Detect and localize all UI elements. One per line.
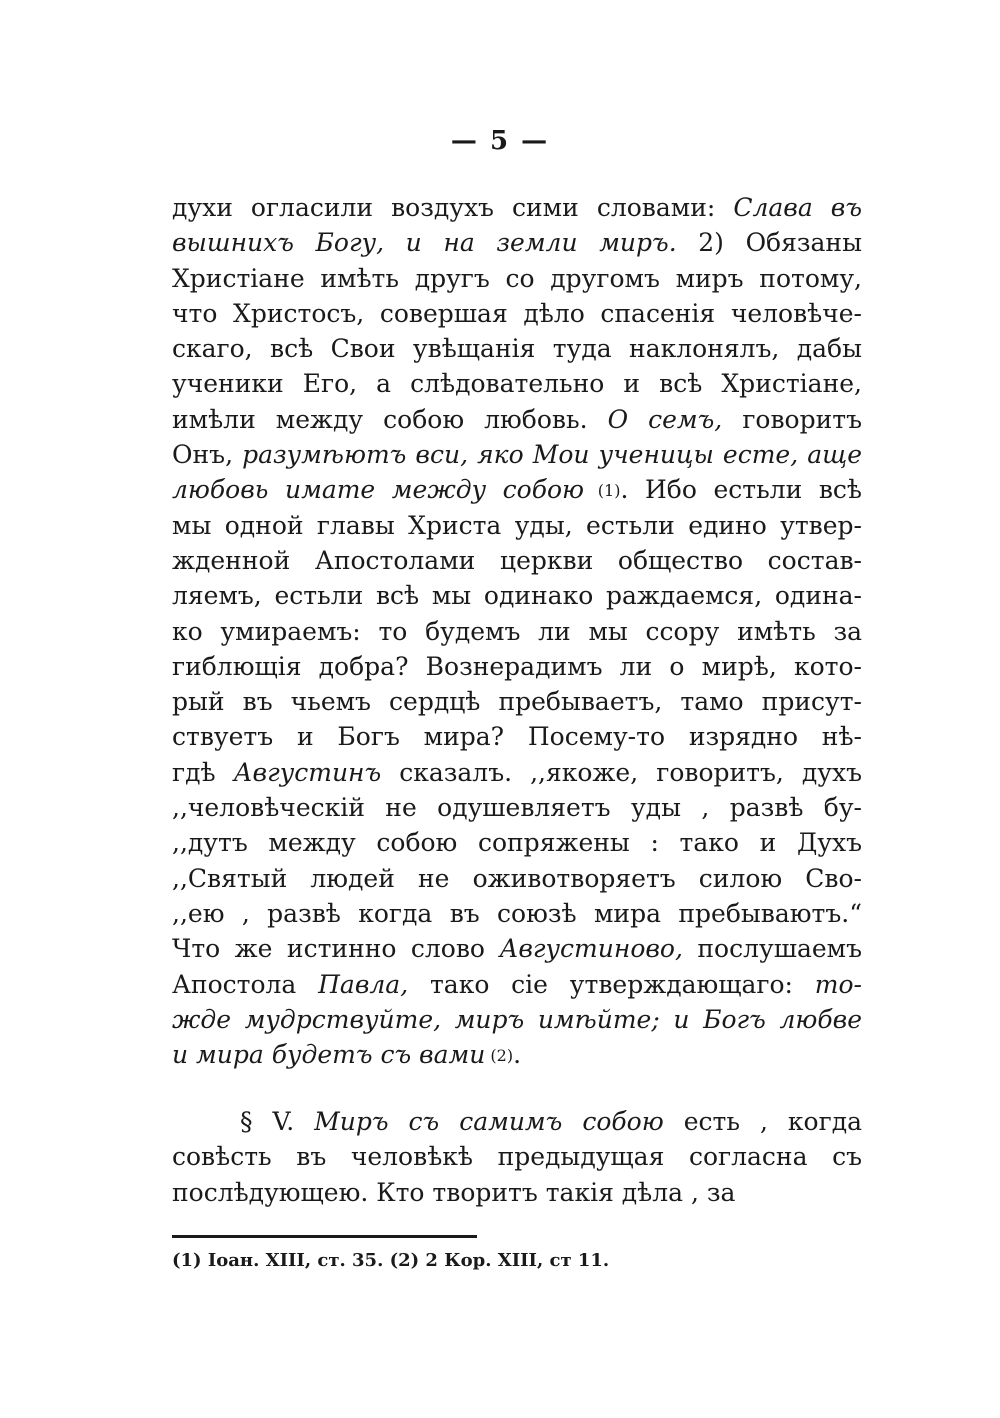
text-span: скаго, всѣ Свои увѣщанія туда наклонялъ, дабы [172, 334, 862, 364]
text-line [172, 719, 862, 754]
text-span: что Христосъ, совершая дѣло спасенія человѣче- [172, 298, 862, 328]
text-line [172, 437, 862, 472]
text-line [172, 190, 862, 225]
text-span: ,,ею , развѣ когда въ союзѣ мира пребываютъ.“ [172, 898, 862, 928]
text-line [172, 825, 862, 860]
text-line [172, 508, 862, 543]
italic-text: жде мудрствуйте, миръ имѣйте; и Богъ любве [172, 1004, 862, 1034]
text-span: имѣли между собою любовь. [172, 404, 608, 434]
text-line [172, 684, 862, 719]
text-span: есть , когда [663, 1107, 862, 1136]
italic-text: Августиново, [499, 934, 683, 964]
italic-text: вышнихъ Богу, и на земли миръ. [172, 228, 677, 258]
text-span: послушаемъ [682, 934, 862, 964]
text-line [172, 578, 862, 613]
italic-text: Павла, [318, 969, 409, 999]
italic-text: О семъ, [607, 404, 723, 434]
text-line [172, 1104, 862, 1139]
text-span: рый въ чьемъ сердцѣ пребываетъ, тамо присут- [172, 687, 862, 717]
text-span: Онъ, [172, 440, 243, 470]
footnote: (1) Іоан. XIII, ст. 35. (2) 2 Кор. XIII, ст 11. [172, 1250, 610, 1271]
text-line [172, 402, 862, 437]
text-span: Христіане имѣть другъ со другомъ миръ потому, [172, 263, 862, 293]
footnote-divider [172, 1235, 477, 1238]
text-span: . [513, 1040, 522, 1070]
text-line [172, 472, 862, 507]
text-span: 2) Обязаны [676, 228, 862, 258]
text-span: послѣдующею. Кто творитъ такія дѣла , за [172, 1177, 736, 1207]
text-span: § V. [240, 1107, 315, 1136]
text-line [172, 649, 862, 684]
text-span: Что же истинно слово [172, 934, 500, 964]
italic-text: Августинъ [233, 757, 382, 787]
text-span: ,,человѣческій не одушевляетъ уды , развѣ бу- [172, 793, 862, 823]
text-span: . Ибо естьли всѣ [620, 475, 862, 505]
text-line [172, 614, 862, 649]
text-span: совѣсть въ человѣкѣ предыдущая согласна съ [172, 1142, 862, 1172]
text-span: ,,дутъ между собою сопряжены : тако и Духъ [172, 828, 862, 858]
text-span: гиблющія добра? Вознерадимъ ли о мирѣ, кото- [172, 651, 862, 681]
text-line [172, 543, 862, 578]
text-line [172, 931, 862, 966]
text-line [172, 261, 862, 296]
text-span: ученики Его, а слѣдовательно и всѣ Христіане, [172, 369, 862, 399]
text-span: тако сіе утверждающаго: [408, 969, 815, 999]
italic-text: разумѣютъ вси, яко Мои ученицы есте, аще [242, 440, 862, 470]
text-span: сказалъ. ,,якоже, говоритъ, духъ [381, 757, 862, 787]
text-line [172, 861, 862, 896]
text-line [172, 1037, 862, 1072]
text-line [172, 1139, 862, 1174]
paragraph-section-v [172, 1104, 862, 1210]
text-span: ко умираемъ: то будемъ ли мы ссору имѣть за [172, 616, 862, 646]
footnote-ref: (1) [584, 481, 621, 501]
text-line [172, 790, 862, 825]
text-line [172, 755, 862, 790]
text-span: жденной Апостолами церкви общество состав- [172, 545, 862, 575]
text-line [172, 296, 862, 331]
text-span: мы одной главы Христа уды, естьли едино утвер- [172, 510, 862, 540]
text-line [172, 331, 862, 366]
page-number: — 5 — [450, 126, 550, 156]
footnote-ref: (2) [485, 1046, 514, 1066]
italic-text: и мира будетъ съ вами [172, 1040, 486, 1070]
text-line [172, 1175, 862, 1210]
text-line [172, 967, 862, 1002]
text-span: ствуетъ и Богъ мира? Посему-то изрядно нѣ- [172, 722, 862, 752]
text-span: ,,Святый людей не оживотворяетъ силою Сво- [172, 863, 862, 893]
italic-text: то- [814, 969, 862, 999]
text-line [172, 896, 862, 931]
text-line [172, 1002, 862, 1037]
text-span: гдѣ [172, 757, 234, 787]
text-span: духи огласили воздухъ сими словами: [172, 193, 734, 222]
text-span: ляемъ, естьли всѣ мы одинако раждаемся, одина- [172, 581, 862, 611]
text-line [172, 225, 862, 260]
text-span: говоритъ [722, 404, 862, 434]
italic-text: Слава въ [733, 193, 862, 222]
text-line [172, 366, 862, 401]
italic-text: Миръ съ самимъ собою [314, 1107, 664, 1136]
text-span: Апостола [172, 969, 319, 999]
paragraph-main [172, 190, 862, 1072]
italic-text: любовь имате между собою [172, 475, 585, 505]
